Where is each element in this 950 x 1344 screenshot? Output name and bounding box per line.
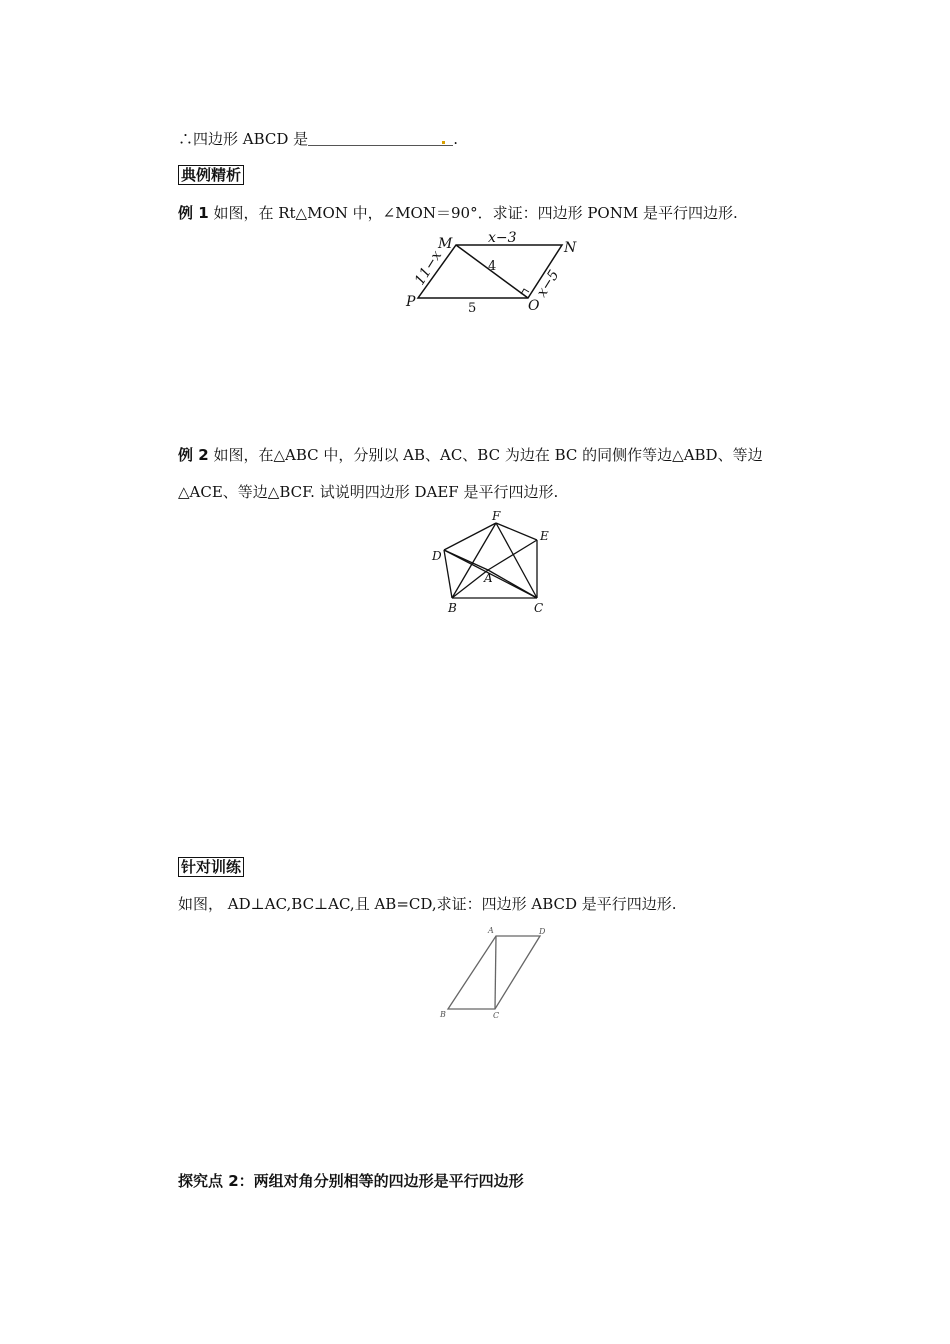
figure-1-parallelogram — [400, 228, 580, 318]
label-d: D — [432, 549, 442, 563]
example-2-line-2 — [178, 481, 558, 502]
example-2-text-2: △ACE、等边△BCF. 试说明四边形 DAEF 是平行四边形. — [178, 483, 559, 501]
conclusion-suffix: . — [453, 130, 458, 148]
segment-ac — [495, 936, 496, 1009]
explore-point-2-title: 探究点 2：两组对角分别相等的四边形是平行四边形 — [178, 1172, 524, 1190]
label-n: N — [564, 240, 577, 256]
section-heading-practice — [178, 856, 244, 877]
label-c: C — [534, 601, 544, 615]
conclusion-line — [178, 128, 458, 149]
label-m: M — [438, 236, 453, 252]
explore-point-2 — [178, 1170, 524, 1191]
label-c3: C — [493, 1011, 500, 1020]
section-title: 典例精析 — [178, 165, 244, 185]
label-b3: B — [440, 1010, 446, 1019]
example-2-text-1: 如图，在△ABC 中，分别以 AB、AC、BC 为边在 BC 的同侧作等边△ABD、等边 — [213, 446, 763, 464]
label-a3: A — [488, 926, 494, 935]
example-1-label: 例 1 — [178, 204, 209, 222]
label-p: P — [406, 294, 416, 310]
label-a: A — [484, 571, 493, 585]
exercise-text: 如图， AD⊥AC,BC⊥AC,且 AB=CD,求证：四边形 ABCD 是平行四边形. — [178, 895, 677, 913]
figure-2-triangles — [430, 508, 570, 618]
exercise — [178, 893, 677, 914]
example-1-text: 如图，在 Rt△MON 中，∠MON＝90°．求证：四边形 PONM 是平行四边形. — [213, 204, 738, 222]
conclusion-prefix: ∴四边形 ABCD 是 — [178, 130, 309, 148]
label-o: O — [528, 298, 540, 314]
label-top-side: x−3 — [488, 230, 517, 246]
answer-blank[interactable] — [308, 131, 453, 146]
example-2-label: 例 2 — [178, 446, 209, 464]
label-right-side: x−5 — [533, 267, 563, 301]
label-left-side: 11−x — [411, 247, 446, 289]
label-f: F — [492, 509, 501, 523]
label-b: B — [448, 601, 457, 615]
section-title-practice: 针对训练 — [178, 857, 244, 877]
example-2-line-1 — [178, 444, 763, 465]
label-d3: D — [539, 927, 546, 936]
example-1 — [178, 202, 738, 223]
label-bottom-side: 5 — [468, 301, 477, 316]
figure-3-parallelogram — [436, 925, 556, 1025]
label-e: E — [540, 529, 549, 543]
section-heading-examples — [178, 164, 244, 185]
parallelogram-abcd — [448, 936, 540, 1009]
label-diagonal: 4 — [488, 259, 497, 274]
